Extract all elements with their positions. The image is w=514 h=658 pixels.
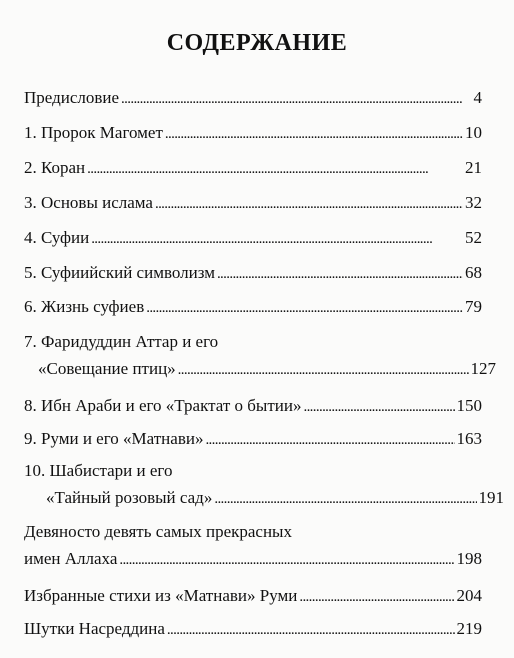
toc-entry-11 — [24, 522, 482, 570]
toc-entry-title: 5. Суфиийский символизм — [24, 263, 215, 282]
toc-entry-title: 3. Основы ислама — [24, 193, 153, 212]
toc-entry-10 — [24, 461, 504, 509]
toc-entry-page: 68 — [465, 263, 482, 282]
dot-leader — [217, 263, 463, 284]
dot-leader — [119, 549, 454, 570]
toc-entry-9 — [24, 429, 482, 450]
toc-entry-title: 6. Жизнь суфиев — [24, 297, 145, 316]
dot-leader — [167, 619, 455, 640]
toc-entry-12 — [24, 586, 482, 607]
cut-off-line-fragment — [24, 651, 482, 658]
toc-entry-7 — [24, 332, 496, 380]
toc-entry-title: Шутки Насреддина — [24, 619, 165, 638]
toc-entry-title: «Тайный розовый сад» — [46, 488, 213, 507]
toc-entry-1 — [24, 123, 482, 144]
toc-entry-title: Избранные стихи из «Матнави» Руми — [24, 586, 298, 605]
toc-entry-first-line: 7. Фаридуддин Аттар и его — [24, 332, 219, 351]
toc-entry-page: 10 — [465, 123, 482, 142]
toc-entry-title: 2. Коран — [24, 158, 86, 177]
toc-entry-preface — [24, 88, 482, 109]
dot-leader — [178, 359, 469, 380]
toc-entry-title: имен Аллаха — [24, 549, 118, 568]
dot-leader — [205, 429, 454, 450]
toc-entry-page: 198 — [456, 549, 482, 568]
toc-entry-3 — [24, 193, 482, 214]
toc-entry-page: 163 — [456, 429, 482, 448]
toc-entry-2 — [24, 158, 482, 179]
dot-leader — [87, 158, 463, 179]
toc-entry-first-line: 10. Шабистари и его — [24, 461, 173, 480]
toc-entry-page: 4 — [473, 88, 482, 107]
toc-entry-4 — [24, 228, 482, 249]
dot-leader — [303, 396, 454, 417]
dot-leader — [214, 488, 476, 509]
toc-entry-page: 219 — [456, 619, 482, 638]
toc-entry-page: 52 — [465, 228, 482, 247]
dot-leader — [121, 88, 471, 109]
toc-entry-title: «Совещание птиц» — [38, 359, 176, 378]
toc-entry-page: 150 — [456, 396, 482, 415]
dot-leader — [146, 297, 463, 318]
dot-leader — [165, 123, 463, 144]
toc-entry-page: 79 — [465, 297, 482, 316]
toc-entry-5 — [24, 263, 482, 284]
toc-entry-title: 9. Руми и его «Матнави» — [24, 429, 204, 448]
toc-entry-title: 8. Ибн Араби и его «Трактат о бытии» — [24, 396, 302, 415]
toc-entry-page: 191 — [478, 488, 504, 507]
toc-entry-13 — [24, 619, 482, 640]
toc-entry-title: 1. Пророк Магомет — [24, 123, 163, 142]
toc-entry-8 — [24, 396, 482, 417]
toc-entry-page: 32 — [465, 193, 482, 212]
toc-entry-page: 127 — [470, 359, 496, 378]
dot-leader — [155, 193, 463, 214]
toc-entry-page: 204 — [456, 586, 482, 605]
toc-entry-title: Предисловие — [24, 88, 120, 107]
dot-leader — [91, 228, 463, 249]
toc-entry-page: 21 — [465, 158, 482, 177]
page-title: СОДЕРЖАНИЕ — [166, 30, 348, 56]
dot-leader — [299, 586, 454, 607]
toc-entry-first-line: Девяносто девять самых прекрасных — [24, 522, 292, 541]
toc-entry-title: 4. Суфии — [24, 228, 90, 247]
toc-entry-6 — [24, 297, 482, 318]
